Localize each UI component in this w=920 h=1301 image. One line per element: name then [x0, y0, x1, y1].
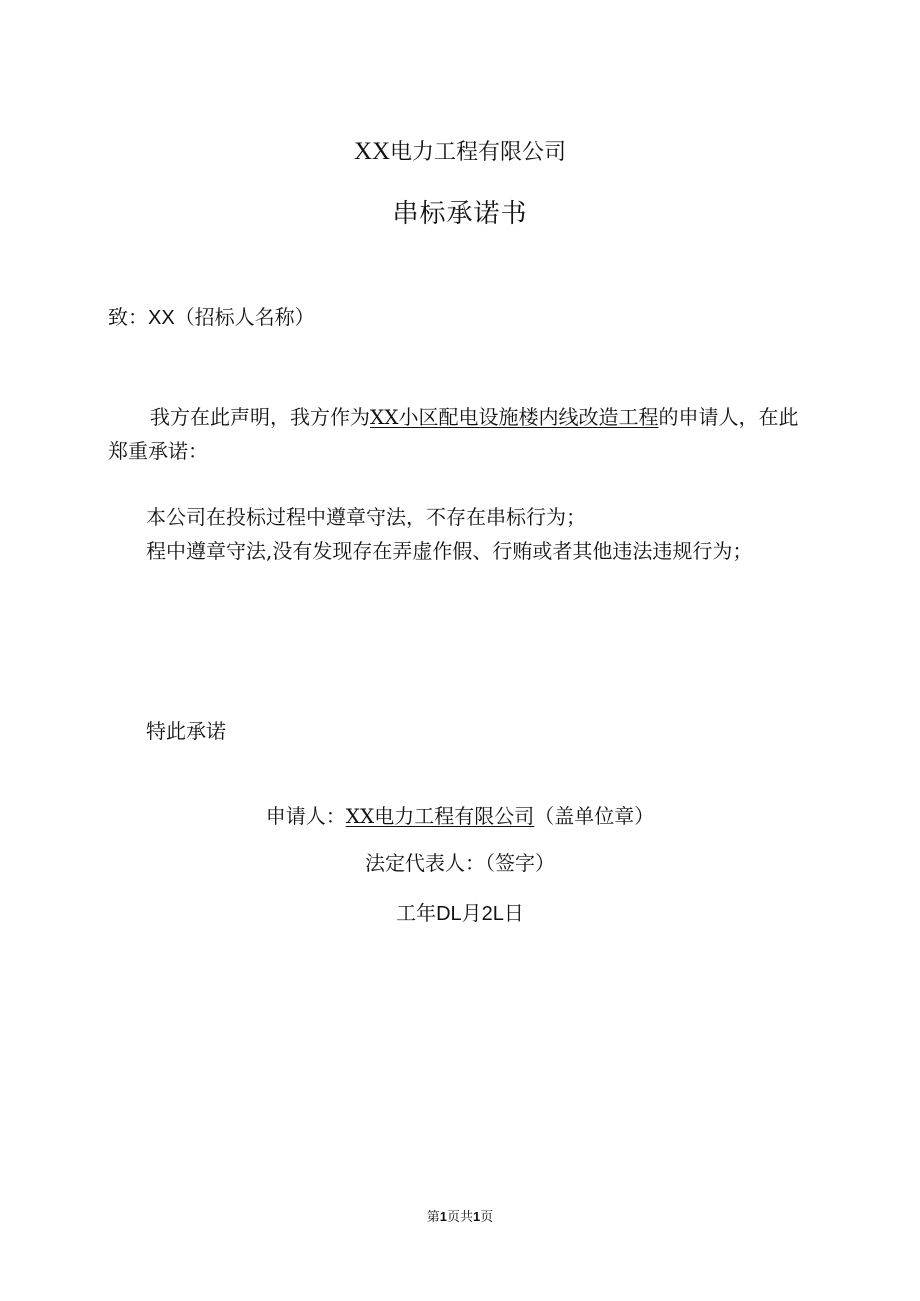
recipient-line [108, 307, 315, 328]
applicant-note: （盖单位章） [534, 804, 655, 828]
clause-item: 本公司在投标过程中遵章守法，不存在串标行为； [146, 505, 586, 529]
applicant-label: 申请人： [265, 804, 346, 828]
document-title: 串标承诺书 [392, 199, 528, 229]
date-mid: 月 [461, 901, 482, 925]
footer-page-total: 1 [473, 1209, 481, 1224]
applicant-name: XX电力工程有限公司 [345, 804, 535, 828]
page-footer [0, 1210, 920, 1224]
applicant-line [0, 806, 920, 826]
clause-item: 程中遵章守法,没有发现存在弄虚作假、行贿或者其他违法违规行为； [146, 539, 753, 563]
recipient-name: XX [148, 307, 175, 329]
declaration-after: 的申请人，在此 [658, 405, 799, 429]
footer-suffix: 页 [480, 1210, 494, 1225]
declaration-line-2: 郑重承诺： [108, 439, 208, 463]
company-header [0, 139, 920, 164]
footer-page-number: 1 [439, 1209, 447, 1224]
company-header-latin: XX [353, 138, 391, 165]
legal-representative-line: 法定代表人：（签字） [365, 851, 555, 875]
declaration-before: 我方在此声明，我方作为 [150, 405, 370, 429]
date-month: DL [436, 903, 462, 925]
date-day: 2L [481, 903, 504, 925]
company-header-rest: 电力工程有限公司 [390, 140, 567, 165]
project-name: XX小区配电设施楼内线改造工程 [370, 405, 659, 429]
recipient-suffix: （招标人名称） [174, 305, 315, 329]
footer-mid: 页共 [446, 1210, 473, 1225]
date-line [0, 903, 920, 924]
date-prefix: 工年 [396, 901, 437, 925]
recipient-prefix: 致： [108, 305, 148, 329]
footer-prefix: 第 [426, 1210, 440, 1225]
declaration-line-1 [150, 407, 798, 427]
closing-statement: 特此承诺 [146, 719, 226, 743]
date-suffix: 日 [503, 901, 524, 925]
